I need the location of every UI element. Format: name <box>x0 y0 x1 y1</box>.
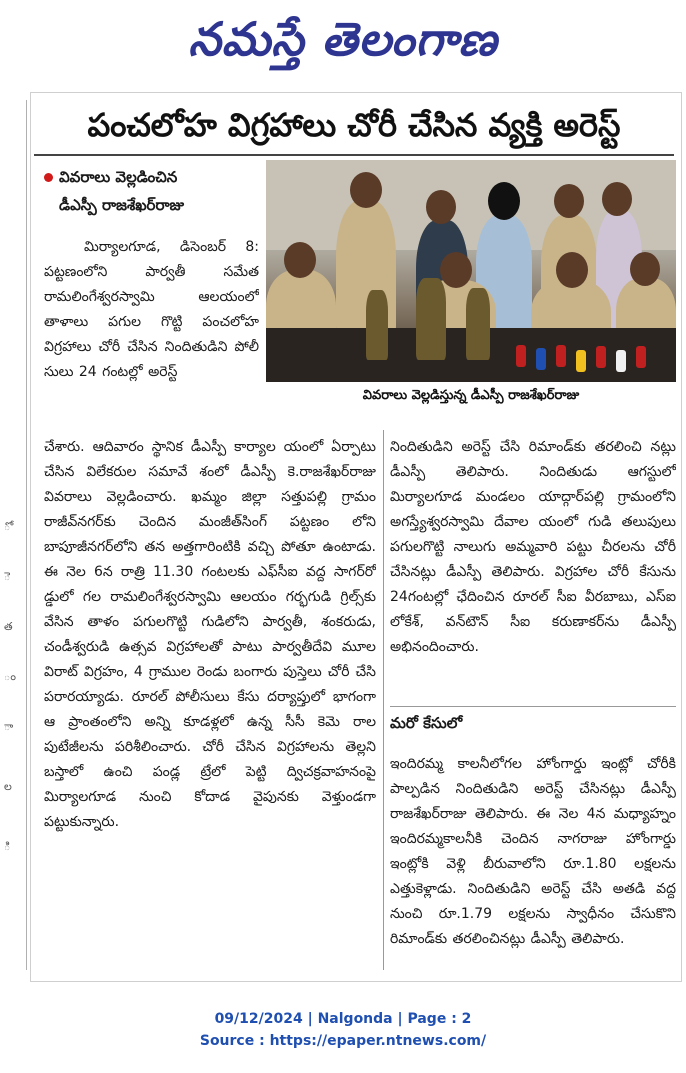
subhead-line-2: డీఎస్పీ రాజశేఖర్‌రాజు <box>59 196 185 214</box>
photo-mic <box>536 348 546 370</box>
press-meet-photo <box>266 160 676 382</box>
article-column-1-bottom <box>44 435 376 835</box>
article-column-2 <box>390 435 676 660</box>
photo-head <box>440 252 472 288</box>
photo-head <box>284 242 316 278</box>
subhead-line-1: వివరాలు వెల్లడించిన <box>59 168 178 186</box>
article-paragraph: నిందితుడిని అరెస్ట్ చేసి రిమాండ్‌కు తరలించి నట్లు డీఎస్పీ తెలిపారు. నిందితుడు ఆగస్టులో మిర్యాలగూడ మండలం యాద్గార్‌పల్లి గ్రామంలోని అగస్త్యేశ్వరస్వామి దేవాల యంలో గుడి తలుపులు పగులగొట్టి నాలుగు అమ్మవారి పట్టు చీరలను చోరీ చేసినట్లు డీఎస్పీ తెలిపారు. విగ్రహాల చోరీ కేసును 24గంటల్లో ఛేదించిన రూరల్ సీఐ వీరబాబు, ఎస్ఐ లోకేశ్, వన్‌టౌన్ సీఐ కరుణాకర్‌ను డీఎస్పీ అభినందించారు. <box>390 439 676 655</box>
strip-fragment: ల <box>4 780 12 793</box>
strip-fragment: ా <box>4 720 14 733</box>
photo-head <box>602 182 632 216</box>
adjacent-article-strip <box>0 100 27 970</box>
article-paragraph: చేశారు. ఆదివారం స్థానిక డీఎస్పీ కార్యాల యంలో ఏర్పాటు చేసిన విలేకరుల సమావే శంలో డీఎస్పీ కె.రాజశేఖర్‌రాజు వివరాలు వెల్లడించారు. ఖమ్మం జిల్లా సత్తుపల్లి గ్రామం రాజీవ్‌నగర్‌కు చెందిన మంజీత్‌సింగ్ పట్టణం లోని బాపూజీనగర్‌లోని తన అత్తగారింటికి వచ్చి పోతూ ఉంటాడు. ఈ నెల 6న రాత్రి 11.30 గంటలకు ఎఫ్‌సీఐ వద్ద సాగర్‌రో డ్డులో గల రామలింగేశ్వరస్వామి ఆలయం గర్భగుడి గ్రిల్స్‌కు వేసిన తాళం పగులగొట్టి గుడిలోని పార్వతీ, శంకరుడు, చండీశ్వరుడి ఉత్సవ విగ్రహాలతో పాటు పార్వతీదేవి మూల విరాట్ విగ్రహం, 4 గ్రాముల రెండు బంగారు పుస్తెలు చోరీ చేసి పరారయ్యాడు. రూరల్ పోలీసులు కేసు దర్యాప్తులో భాగంగా ఆ ప్రాంతంలోని అన్ని కూడళ్లలో ఉన్న సీసీ కెమె రాల పుటేజీలను పరిశీలించారు. చోరీ చేసిన విగ్రహాలను తెల్లని బస్తాలో ఉంచి పండ్ల ట్రేలో పెట్టి ద్విచక్రవాహనంపై మిర్యాలగూడ నుంచి కోదాడ వైపునకు వెళ్తుండగా పట్టుకున్నారు. <box>44 439 376 830</box>
strip-fragment: ె <box>4 570 11 583</box>
photo-caption: వివరాలు వెల్లడిస్తున్న డీఎస్పీ రాజశేఖర్‌రాజు <box>266 382 676 410</box>
strip-fragment: ో <box>4 520 11 533</box>
photo-mic <box>556 345 566 367</box>
photo-masked-head <box>488 182 520 220</box>
red-bullet-icon <box>44 173 53 182</box>
photo-head <box>630 252 660 286</box>
page-footer <box>0 1008 686 1052</box>
strip-fragment: ం <box>4 670 16 683</box>
footer-source-link[interactable]: Source : https://epaper.ntnews.com/ <box>199 1033 487 1049</box>
article-paragraph: ఇందిరమ్మ కాలనీలోగల హోంగార్డు ఇంట్లో చోరీకి పాల్పడిన నిందితుడిని అరెస్ట్ చేసినట్లు డీఎస్పీ రాజశేఖర్‌రాజు తెలిపారు. ఈ నెల 4న మధ్యాహ్నం ఇందిరమ్మకాలనీకి చెందిన నాగరాజు హోంగార్డు ఇంట్లోకి వెళ్లి బీరువాలోని రూ.1.80 లక్షలను ఎత్తుకెళ్లాడు. నిందితుడిని అరెస్ట్ చేసి అతడి వద్ద నుంచి రూ.1.79 లక్షలను స్వాధీనం చేసుకొని రిమాండ్‌కు తరలించినట్లు డీఎస్పీ తెలిపారు. <box>390 756 676 947</box>
photo-mic <box>596 346 606 368</box>
photo-mic <box>516 345 526 367</box>
photo-head <box>426 190 456 224</box>
article-subhead <box>44 163 259 219</box>
article-headline: పంచలోహ విగ్రహాలు చోరీ చేసిన వ్యక్తి అరెస్ట్ <box>34 96 674 156</box>
footer-date-edition: 09/12/2024 | Nalgonda | Page : 2 <box>214 1011 472 1027</box>
photo-idol <box>466 288 490 360</box>
photo-mic <box>576 350 586 372</box>
strip-fragment: త <box>4 620 13 633</box>
column-divider <box>383 430 384 970</box>
photo-head <box>350 172 382 208</box>
article-column-1-top <box>44 235 259 385</box>
photo-head <box>556 252 588 288</box>
photo-idol <box>366 290 388 360</box>
newspaper-masthead: నమస్తే తెలంగాణ <box>188 12 498 66</box>
second-case-subheading: మరో కేసులో <box>390 706 676 735</box>
photo-idol <box>416 278 446 360</box>
photo-mic <box>636 346 646 368</box>
article-column-2-second-case <box>390 738 676 966</box>
strip-fragment: ి <box>4 840 11 853</box>
photo-mic <box>616 350 626 372</box>
article-paragraph: మిర్యాలగూడ, డిసెంబర్ 8: పట్టణంలోని పార్వతీ సమేత రామలింగేశ్వరస్వామి ఆలయంలో తాళాలు పగుల గొట్టి పంచలోహ విగ్రహాలు చోరీ చేసిన నిందితుడిని పోలీ సులు 24 గంటల్లో అరెస్ట్ <box>44 239 259 380</box>
photo-head <box>554 184 584 218</box>
